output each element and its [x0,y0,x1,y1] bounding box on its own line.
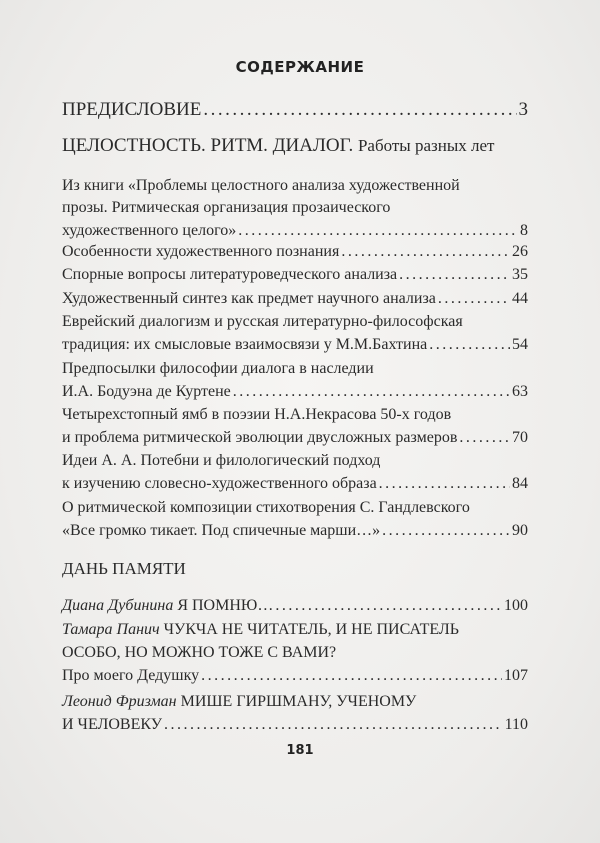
entry-line: прозы. Ритмическая организация прозаического [62,199,391,216]
dot-leader [459,426,510,449]
toc-entry [62,594,528,617]
entry-line: ОСОБО, НО МОЖНО ТОЖЕ С ВАМИ? [62,644,337,661]
entry-title: Особенности художественного познания [62,243,340,260]
toc-entry [62,496,528,542]
entry-author: Диана Дубинина [62,597,174,614]
toc-entry [62,287,528,310]
dot-leader [379,472,510,495]
toc-entry-preface [62,98,528,122]
toc-entry [62,357,528,403]
entry-line: Из книги «Проблемы целостного анализа художественной [62,177,460,194]
entry-page: 26 [512,243,528,260]
entry-page: 84 [512,475,528,492]
section-heading: ДАНЬ ПАМЯТИ [62,559,186,578]
section-heading [62,135,494,157]
entry-title: к изучению словесно-художественного образа [62,475,377,492]
toc-entry [62,174,528,242]
entry-title: И.А. Бодуэна де Куртене [62,383,231,400]
dot-leader [201,664,502,687]
entry-line: О ритмической композиции стихотворения С. Гандлевского [62,499,470,516]
entry-page: 110 [504,716,528,733]
page-title: СОДЕРЖАНИЕ [235,58,365,76]
entry-line: Еврейский диалогизм и русская литературно-философская [62,313,463,330]
entry-title: традиция: их смысловые взаимосвязи у М.М.Бахтина [62,336,428,353]
entry-line: МИШЕ ГИРШМАНУ, УЧЕНОМУ [180,693,417,710]
entry-page: 54 [512,336,528,353]
dot-leader [238,219,518,242]
toc-entry [62,449,528,495]
entry-page: 107 [504,667,528,684]
dot-leader [233,380,510,403]
entry-page: 90 [512,522,528,539]
toc-entry [62,403,528,449]
entry-page: 70 [512,429,528,446]
entry-author: Леонид Фризман [62,693,177,710]
entry-line: Четырехстопный ямб в поэзии Н.А.Некрасова 50-х годов [62,406,452,423]
entry-title: и проблема ритмической эволюции двусложных размеров [62,429,458,446]
entry-title: Про моего Дедушку [62,667,200,684]
dot-leader [341,240,510,263]
toc-entry [62,618,528,687]
toc-entry [62,690,528,736]
entry-title: Спорные вопросы литературоведческого анализа [62,266,398,283]
entry-page: 100 [504,597,528,614]
toc-entry [62,263,528,286]
dot-leader [429,333,510,356]
entry-line: Идеи А. А. Потебни и филологический подход [62,452,381,469]
entry-title: И ЧЕЛОВЕКУ [62,716,163,733]
dot-leader [164,713,503,736]
entry-page: 8 [520,222,528,239]
entry-page: 44 [512,290,528,307]
page-number: 181 [286,743,314,758]
entry-title: ПРЕДИСЛОВИЕ [62,99,202,120]
entry-title: Я ПОМНЮ… [177,597,274,614]
entry-author: Тамара Панич [62,621,160,638]
section-heading-subtitle: Работы разных лет [357,136,495,155]
section-heading-caps: ЦЕЛОСТНОСТЬ. РИТМ. ДИАЛОГ. [62,135,354,156]
dot-leader [275,594,502,617]
toc-entry [62,310,528,356]
toc-entry [62,240,528,263]
dot-leader [399,263,510,286]
entry-page: 35 [512,266,528,283]
entry-title: Художественный синтез как предмет научного анализа [62,290,436,307]
entry-page: 63 [512,383,528,400]
dot-leader [382,519,510,542]
entry-page: 3 [518,99,528,120]
entry-line: Предпосылки философии диалога в наследии [62,360,374,377]
dot-leader [438,287,510,310]
dot-leader [203,98,516,122]
entry-title: «Все громко тикает. Под спичечные марши…» [62,522,381,539]
entry-line: ЧУКЧА НЕ ЧИТАТЕЛЬ, И НЕ ПИСАТЕЛЬ [163,621,459,638]
entry-title: художественного целого» [62,222,237,239]
